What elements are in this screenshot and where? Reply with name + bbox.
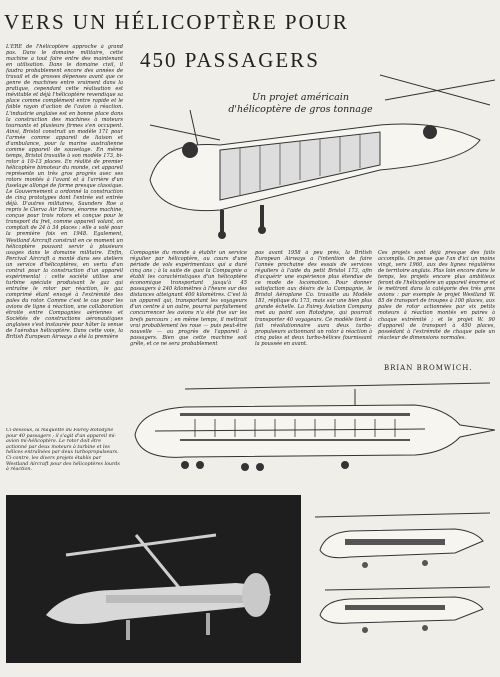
headline-line-2: 450 PASSAGERS xyxy=(140,48,320,72)
helicopter-cutaway-illustration xyxy=(130,70,500,250)
article-author: BRIAN BROMWICH. xyxy=(384,364,473,372)
article-column-2: Compagnie du monde à établir un service régulier par hélicoptère, au cours d'une période de vols expérimentaux qui a duré cinq ans ; à la suite de quoi la Compagnie a établi les caractéristiques d'un hélicoptère économique transportant jusqu'à 45 passagers à 240 kilomètres à l'heure sur des distances atteignant 400 kilomètres. C'est là un appareil qui, transportant les voyageurs d'un centre à un autre, pourrai parfaitement concurrencer les avions n'a été fixe sur les brefs parcours ; en même temps, il mettrait vrai probablement les roue — puis peut-être nouvelle — au progrès de l'appareil à passagers. Bien que cette machine soit grêle, et ce ne sera probablement xyxy=(130,250,247,347)
westland-projects-diagrams xyxy=(305,505,495,655)
large-transport-helicopter-diagram xyxy=(125,375,495,490)
article-column-1: L'ÈRE de l'hélicoptère approche à grand pas. Dans le domaine militaire, cette machine a tout faire entre des maintenant en utilisation. Dans le domaine civil, il faudra probablement encore des années de travail et de grosses dépenses avant que ce genre de machines entre vraiment dans la pratique, cependant cette réalisation est inévitable et déjà l'hélicoptère revendique sa place comme complément entre rapide et le faible rayon d'action de l'avion à réaction. L'industrie anglaise est en bonne place dans la construction des machines à moteurs tournants et plusieurs firmes s'en occupent. Ainsi, Bristol construit un modèle 171 pour l'armée comme appareil de liaison et d'ambulance, pour la marine australienne comme appareil de sauvetage. En même temps, Bristol travaille à son modèle 173, bi-rotor à 10-13 places. En réalité de premier hélicoptère bimoteur du monde, cet appareil représente un très gros progrès avec ses rotors montés à l'avant et à l'arrière d'un fuselage allongé de forme presque classique. Le Gouvernement a ordonné la construction de cinq prototypes dont l'entrée est entrée déjà. D'autres militaires, Saunders Roe a repris le Cierva Air Horse, énorme machine, conçue pour trois rotors et conçue pour le transport du fret, comme appareil volant, on comptait de 24 à 34 places ; elle a volé pour la première fois en 1948. Egalement, Westland Aircraft construit en ce moment un hélicoptère pouvant servir à plusieurs usages dans le domaine militaire. Enfin, Percival Aircraft a monté dans ses ateliers un service d'hélicoptères, en vertu d'un contrat pour la construction d'un appareil expérimental : cette société utilise une turbine spéciale produisant le gaz qui entraîne le rotor par réaction, le gaz comprimé étant envoyé à l'extrémité des pales du rotor. Comme c'est le cas pour les avions de ligne à réaction, une collaboration étroite entre Compagnies aériennes et Sociétés de constructions aéronautiques anglaises s'est instaurée pour hâter la venue de l'aérobus hélicoptère. Dans cette voie, la British European Airways a été la première xyxy=(6,44,123,341)
photo-caption: Ci-dessous, la maquette du Fairey Rotodyne pour 40 passagers ; il s'agit d'un appareil mi-avion mi-hélicoptère. Le rotor doit être actionné par deux moteurs à turbine et les hélices entraînées par deux turbopropulseurs. Ci-contre, les divers projets établis par Westland Aircraft pour des hélicoptères lourds à réaction. xyxy=(6,428,120,473)
rotodyne-model-photo xyxy=(6,495,301,663)
article-subtitle: Un projet américain d'hélicoptère de gros tonnage xyxy=(228,92,373,115)
article-column-3: pas avant 1958 à peu près, la British European Airways a l'intention de faire l'année prochaine des essais de services réguliers à l'aide du petit Bristol 173, afin d'acquérir une expérience plus étendue de ce mode de locomotion. Pour donner satisfaction aux désirs de la Compagnie, le Bristol Aéroplane Co. travaille au Modèle 181, réplique du 173, mais sur une bien plus grande échelle. La Fairey Aviation Company met au point son Rotodyne, qui pourrait transporter 40 voyageurs. Ce modèle tient à fait révolutionnaire aura deux turbo-propulseurs actionnant un rotor à réaction à cinq pales et deux turbo-hélices fournissant la poussée en avant. xyxy=(255,250,372,347)
article-column-4: Ces projets sont déjà presque des faits accomplis. On pense que l'an d'ici un moins vingt, vers 1960, aux des lignes régulières de territoire anglais. Plus loin encore dans le temps, les projets encore plus ambitieux feront de l'hélicoptère un appareil énorme et le mettront dans la catégorie des très gros avions : par exemple le projet Westland W. 85 de transport de troupes à 100 places, aux pales de rotor actionnées par six petits moteurs à réaction montés en paires à chaque extrémité ; et le projet W. 90 d'appareil de transport à 450 places, possédant à l'extrémité de chaque pale un réacteur de dimensions normales. xyxy=(378,250,495,341)
headline-line-1: VERS UN HÉLICOPTÈRE POUR xyxy=(4,10,349,34)
